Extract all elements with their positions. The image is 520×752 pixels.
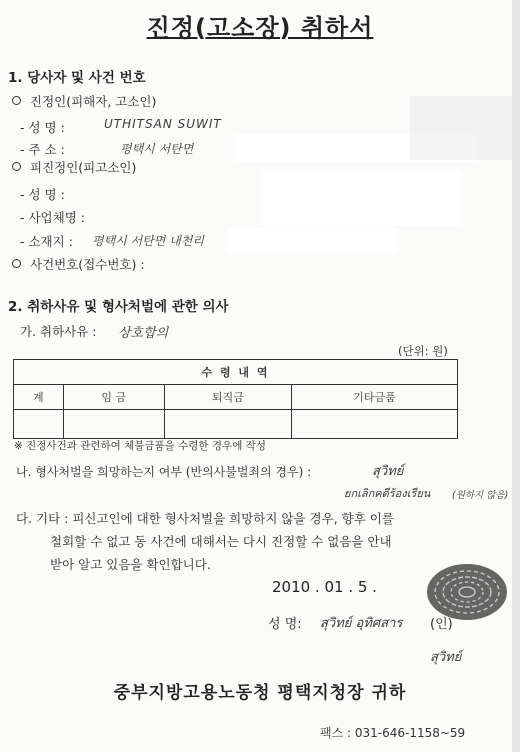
punishment-signature: สุวิทย์ [372,464,404,479]
name-value: UTHITSAN SUWIT [104,117,222,131]
table-cell [63,410,164,439]
bullet-circle [12,96,21,105]
redaction-box [228,228,398,254]
scan-shadow [410,96,512,160]
table-col-wage: 임 금 [63,385,164,410]
second-signature: สุวิทย์ [430,650,462,665]
table-note: ※ 진정사건과 관련하여 체불금품을 수령한 경우에 작성 [14,440,266,452]
location-value: 평택시 서탄면 내천리 [92,234,204,248]
punishment-label: 나. 형사처벌을 희망하는지 여부 (반의사불벌죄의 경우) : [16,465,312,479]
table-header: 수 령 내 역 [14,360,458,385]
other-line-1: 다. 기타 : 피신고인에 대한 형사처벌을 희망하지 않을 경우, 향후 이를 [16,511,394,526]
table-col-total: 계 [14,385,64,410]
other-line-2: 철회할 수 없고 동 사건에 대해서는 다시 진정할 수 없음을 안내 [50,534,392,549]
fingerprint-icon [422,558,512,626]
receipt-table [13,359,458,439]
name-label: - 성 명 : [20,120,65,135]
address-label: - 주 소 : [20,142,65,157]
table-col-severance: 퇴직금 [164,385,291,410]
scan-edge [512,0,520,752]
respondent-label: 피진정인(피고소인) [30,160,137,175]
signer-name-label: 성 명: [268,617,302,632]
reason-value: 상호합의 [118,326,169,341]
redaction-box [262,170,462,226]
section2-heading: 2. 취하사유 및 형사처벌에 관한 의사 [8,299,229,315]
signer-name-value: สุวิทย์ อุทิศสาร [320,616,403,631]
table-cell [164,410,291,439]
reason-label: 가. 취하사유 : [20,324,97,339]
table-cell [292,410,458,439]
punishment-note: (원하지 않음) [452,490,509,501]
bullet-circle [12,259,21,268]
unit-label: (단위: 원) [398,344,448,358]
title-text: 진정(고소장) 취하서 [146,14,374,42]
case-number-label: 사건번호(접수번호) : [30,257,145,272]
section1-heading: 1. 당사자 및 사건 번호 [8,70,146,86]
other-line-3: 받아 알고 있음을 확인합니다. [50,557,211,572]
company-label: - 사업체명 : [20,210,85,225]
signed-date: 2010 . 01 . 5 . [272,578,377,596]
resp-name-label: - 성 명 : [20,187,65,202]
address-value: 평택시 서탄면 [120,142,194,156]
table-cell [14,410,64,439]
location-label: - 소재지 : [20,234,73,249]
fax-number: 팩스 : 031-646-1158~59 [320,726,466,740]
punishment-thai-note: ยกเลิกคดีร้องเรียน [344,487,431,500]
complainant-label: 진정인(피해자, 고소인) [30,94,157,109]
addressee: 중부지방고용노동청 평택지청장 귀하 [113,683,407,703]
seal-mark: (인) [430,617,453,632]
document-title [0,8,520,43]
bullet-circle [12,162,21,171]
table-col-other: 기타금품 [292,385,458,410]
